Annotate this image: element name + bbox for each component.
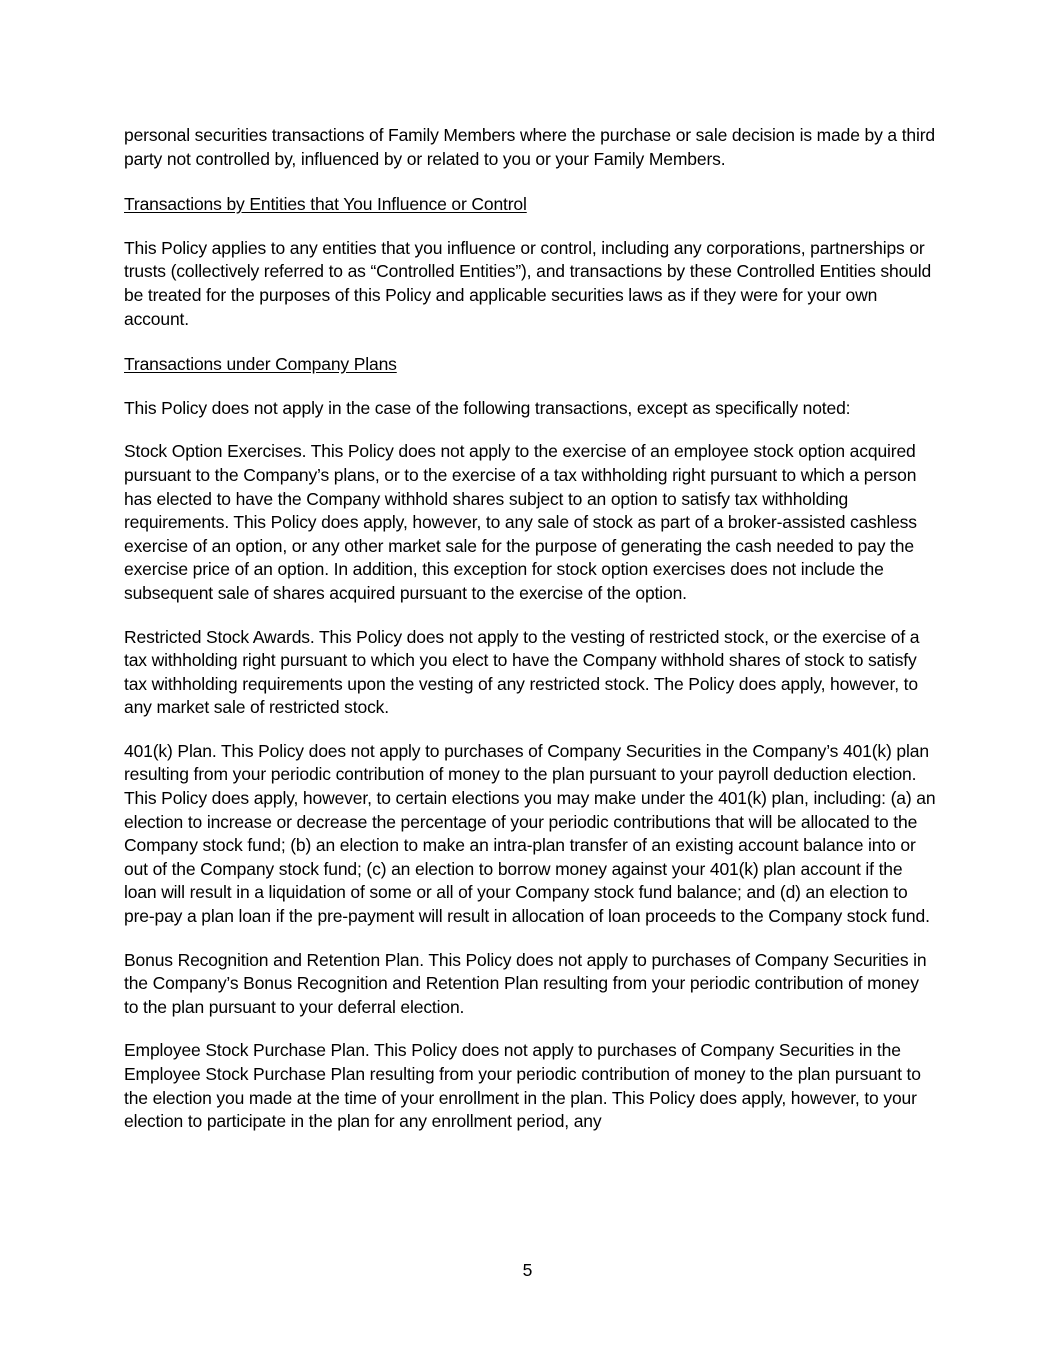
section-heading-entities: Transactions by Entities that You Influence or Control xyxy=(124,194,527,215)
intro-paragraph: personal securities transactions of Family Members where the purchase or sale decision is made by a third party not controlled by, influenced by or related to you or your Family Members. xyxy=(124,125,936,169)
section-heading-plans: Transactions under Company Plans xyxy=(124,354,397,375)
item-body: This Policy does not apply to purchases of Company Securities in the Company’s 401(k) plan resulting from your periodic contribution of money to the plan pursuant to your payroll deduction election. This Policy does apply, however, to certain elections you may make under the 401(k) plan, including: (a) an election to increase or decrease the percentage of your periodic contributions that will be allocated to the Company stock fund; (b) an election to make an intra-plan transfer of an existing account balance into or out of the Company stock fund; (c) an election to borrow money against your 401(k) plan account if the loan will result in a liquidation of some or all of your Company stock fund balance; and (d) an election to pre-pay a plan loan if the pre-payment will result in allocation of loan proceeds to the Company stock fund. xyxy=(124,740,936,927)
paragraph-restricted-stock-awards xyxy=(124,626,936,720)
item-title: Stock Option Exercises. xyxy=(124,441,307,462)
item-title: Employee Stock Purchase Plan. xyxy=(124,1040,370,1061)
item-title: 401(k) Plan. xyxy=(124,740,217,761)
document-page xyxy=(124,124,936,1134)
paragraph-employee-stock-purchase-plan xyxy=(124,1039,936,1133)
paragraph-stock-option-exercises xyxy=(124,440,936,605)
section-body-entities: This Policy applies to any entities that you influence or control, including any corporations, partnerships or trusts (collectively referred to as “Controlled Entities”), and transactions by these Controlled Entities should be treated for the purposes of this Policy and applicable securities laws as if they were for your own account. xyxy=(124,237,932,329)
item-body: This Policy does not apply to the vesting of restricted stock, or the exercise of a tax withholding right pursuant to which you elect to have the Company withhold shares of stock to satisfy tax withholding requirements upon the vesting of any restricted stock. The Policy does apply, however, to any market sale of restricted stock. xyxy=(124,626,920,718)
item-title: Restricted Stock Awards. xyxy=(124,626,315,647)
item-body: This Policy does not apply to the exercise of an employee stock option acquired pursuant to the Company’s plans, or to the exercise of a tax withholding right pursuant to which a person has elected to have the Company withhold shares subject to an option to satisfy tax withholding requirements. This Policy does apply, however, to any sale of stock as part of a broker-assisted cashless exercise of an option, or any other market sale for the purpose of generating the cash needed to pay the exercise price of an option. In addition, this exception for stock option exercises does not include the subsequent sale of shares acquired pursuant to the exercise of the option. xyxy=(124,441,917,603)
paragraph-bonus-recognition-plan xyxy=(124,949,936,1020)
item-title: Bonus Recognition and Retention Plan. xyxy=(124,949,424,970)
item-body: This Policy does not apply to purchases of Company Securities in the Company’s Bonus Recognition and Retention Plan resulting from your periodic contribution of money to the plan pursuant to your deferral election. xyxy=(124,949,927,1017)
item-body: This Policy does not apply to purchases of Company Securities in the Employee Stock Purchase Plan resulting from your periodic contribution of money to the plan pursuant to the election you made at the time of your enrollment in the plan. This Policy does apply, however, to your election to participate in the plan for any enrollment period, any xyxy=(124,1040,921,1132)
page-number: 5 xyxy=(522,1260,533,1280)
section-intro-plans: This Policy does not apply in the case of the following transactions, except as specifically noted: xyxy=(124,397,851,418)
paragraph-401k-plan xyxy=(124,740,936,929)
